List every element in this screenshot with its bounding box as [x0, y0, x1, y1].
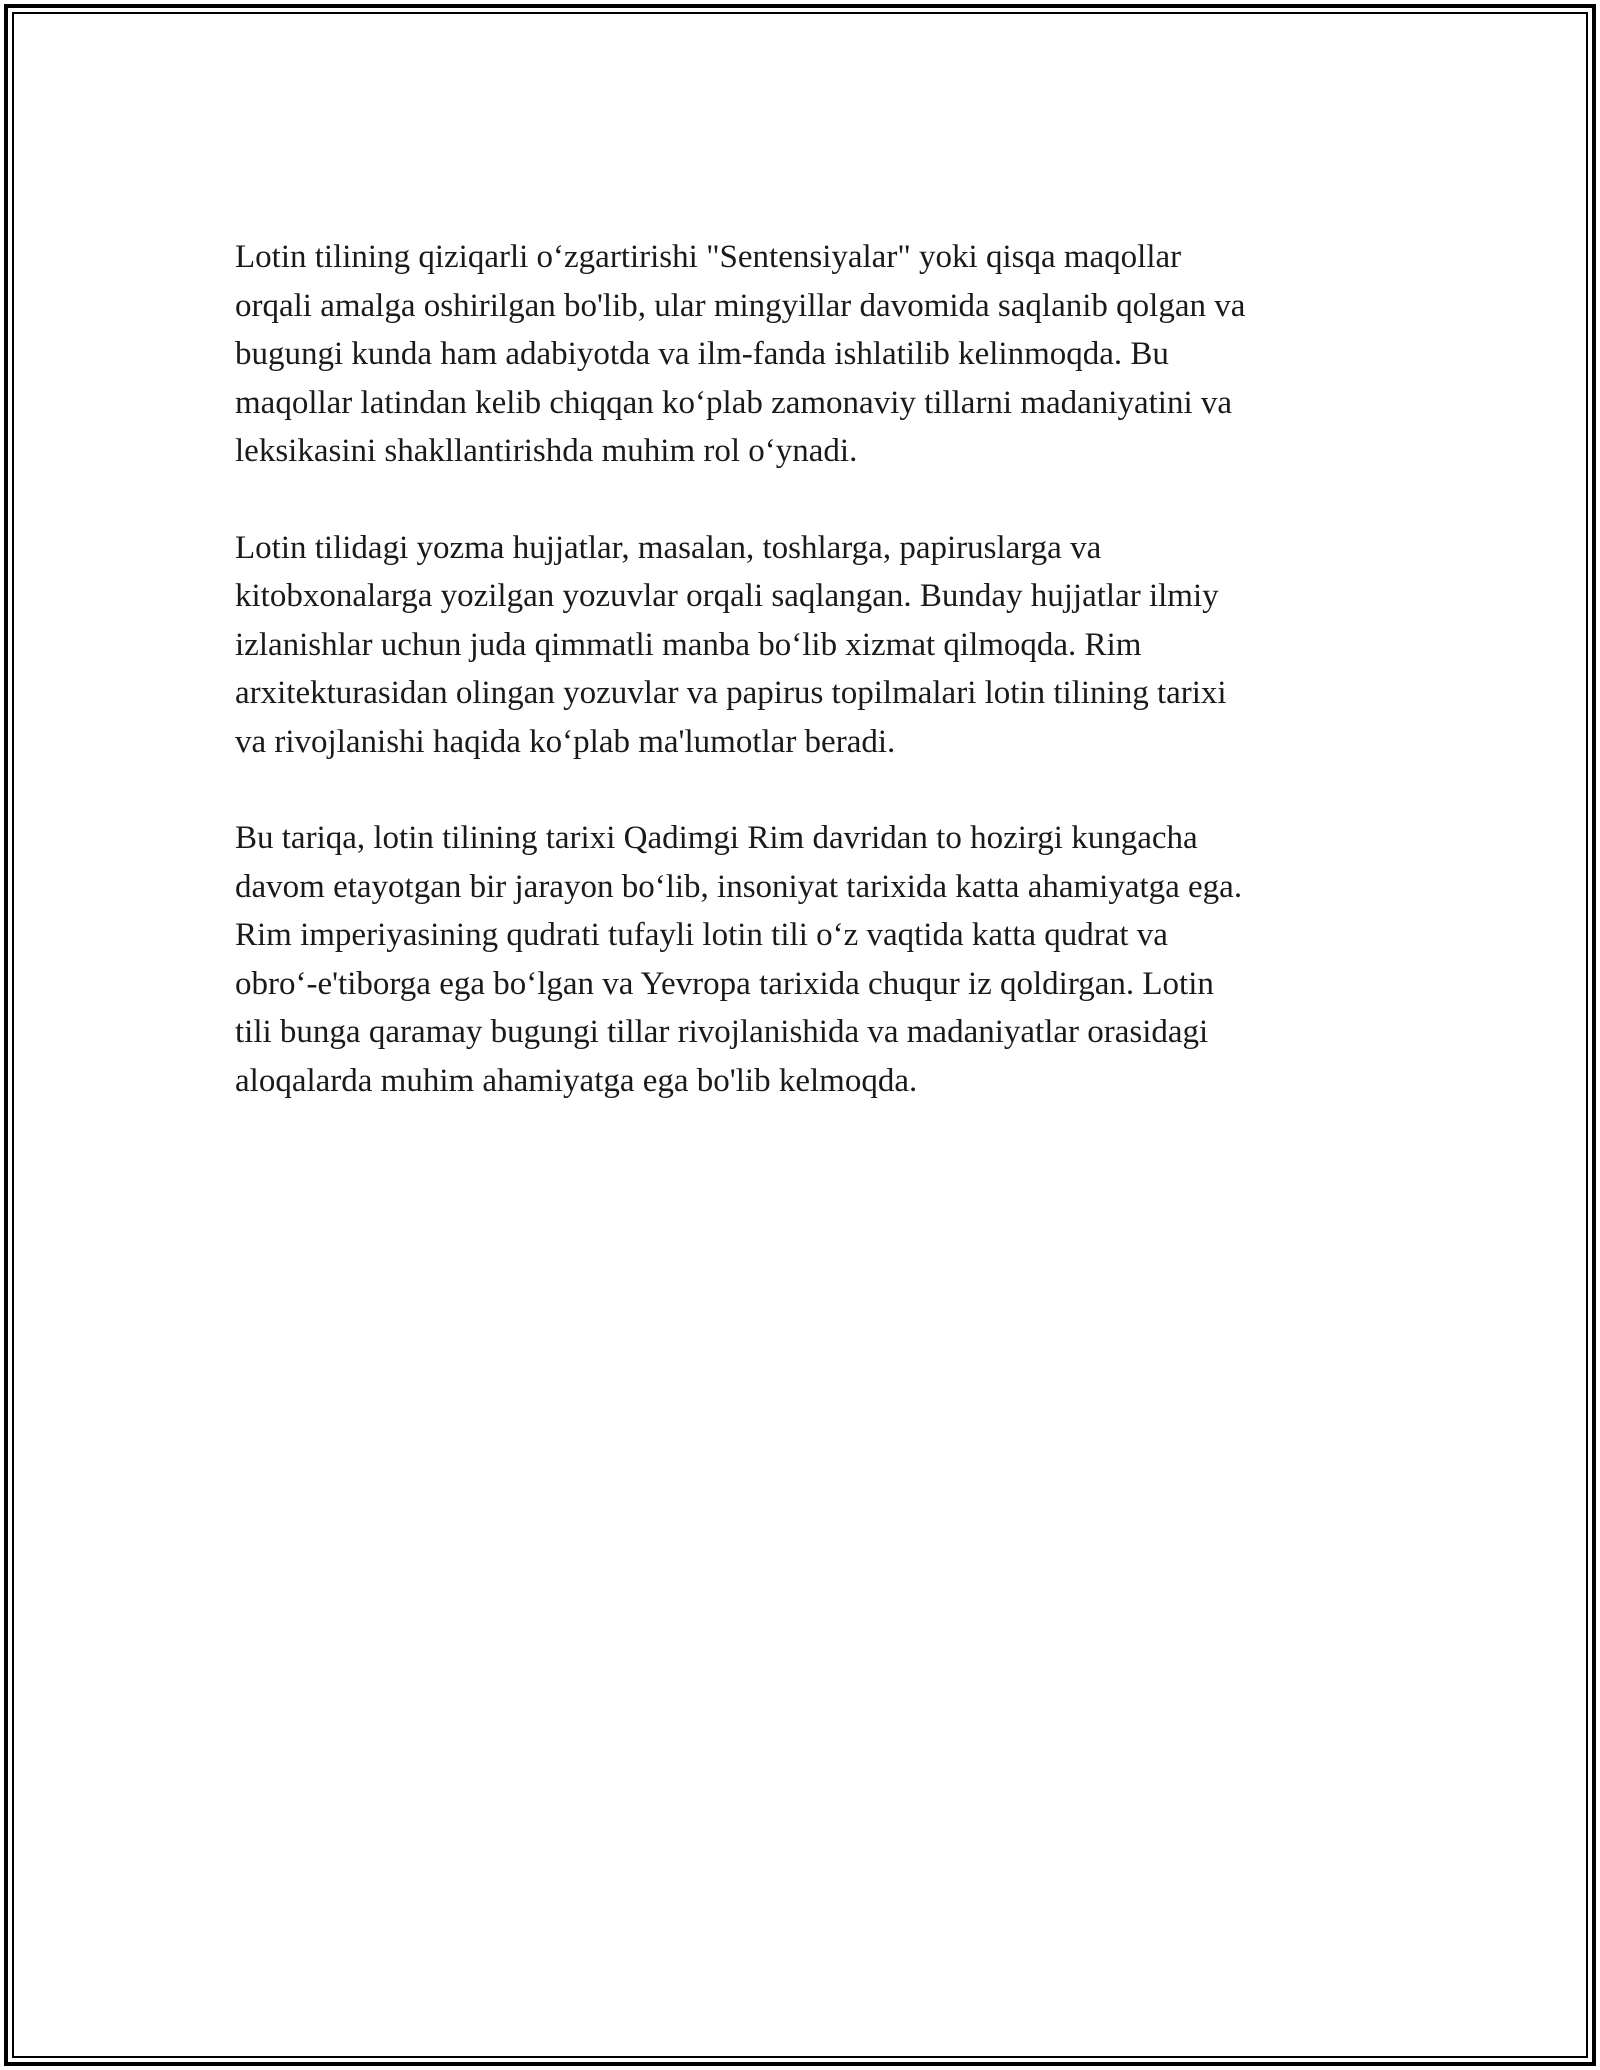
document-body	[235, 233, 1370, 1105]
text-line: aloqalarda muhim ahamiyatga ega bo'lib kelmoqda.	[235, 1062, 918, 1099]
text-line: obro‘-e'tiborga ega bo‘lgan va Yevropa tarixida chuqur iz qoldirgan. Lotin	[235, 965, 1214, 1002]
paragraph-sentensiyalar	[235, 233, 1370, 476]
paragraph-tarix	[235, 814, 1370, 1105]
text-line: arxitekturasidan olingan yozuvlar va papirus topilmalari lotin tilining tarixi	[235, 675, 1227, 711]
paragraph-spacer	[235, 766, 1370, 814]
text-line: davom etayotgan bir jarayon bo‘lib, insoniyat tarixida katta ahamiyatga ega.	[235, 868, 1243, 905]
text-line: bugungi kunda ham adabiyotda va ilm-fanda ishlatilib kelinmoqda. Bu	[235, 336, 1169, 372]
text-line: orqali amalga oshirilgan bo'lib, ular mingyillar davomida saqlanib qolgan va	[235, 287, 1246, 324]
text-line: Lotin tilidagi yozma hujjatlar, masalan, toshlarga, papiruslarga va	[235, 529, 1102, 566]
paragraph-spacer	[235, 476, 1370, 524]
text-line: izlanishlar uchun juda qimmatli manba bo‘lib xizmat qilmoqda. Rim	[235, 626, 1142, 663]
text-line: kitobxonalarga yozilgan yozuvlar orqali saqlangan. Bunday hujjatlar ilmiy	[235, 578, 1219, 614]
text-line: Bu tariqa, lotin tilining tarixi Qadimgi Rim davridan to hozirgi kungacha	[235, 820, 1198, 856]
text-line: leksikasini shakllantirishda muhim rol o‘ynadi.	[235, 433, 858, 469]
text-line: Rim imperiyasining qudrati tufayli lotin tili o‘z vaqtida katta qudrat va	[235, 917, 1168, 953]
text-line: maqollar latindan kelib chiqqan ko‘plab zamonaviy tillarni madaniyatini va	[235, 384, 1233, 421]
text-line: Lotin tilining qiziqarli o‘zgartirishi "Sentensiyalar" yoki qisqa maqollar	[235, 239, 1182, 275]
text-line: tili bunga qaramay bugungi tillar rivojlanishida va madaniyatlar orasidagi	[235, 1014, 1209, 1050]
paragraph-yozma-hujjatlar	[235, 524, 1370, 767]
text-line: va rivojlanishi haqida ko‘plab ma'lumotlar beradi.	[235, 723, 896, 760]
